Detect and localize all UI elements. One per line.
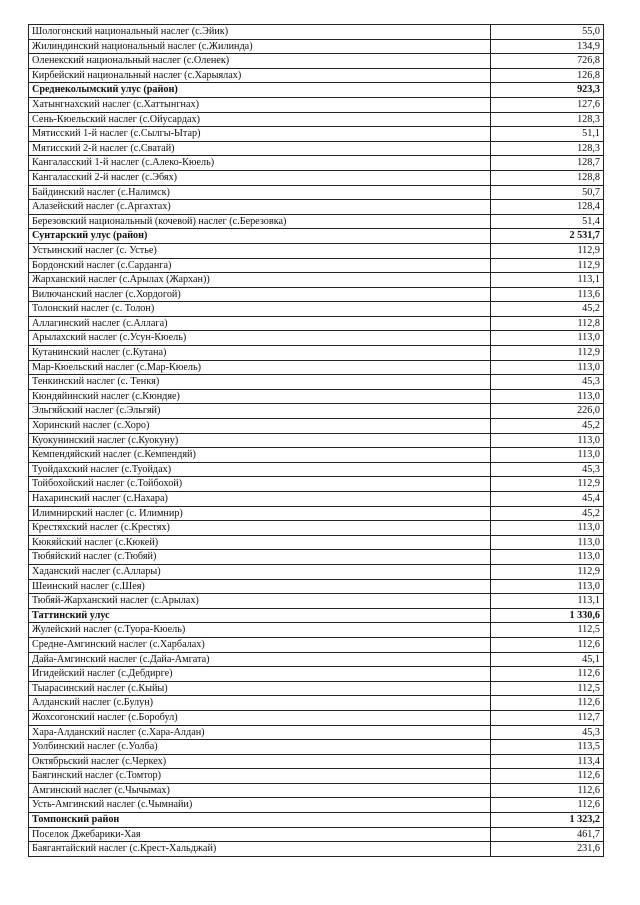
table-row [29, 360, 604, 375]
table-row [29, 827, 604, 842]
table-row [29, 594, 604, 609]
district-total-row [29, 229, 604, 244]
amount-cell: 45,1 [491, 652, 604, 667]
table-row [29, 316, 604, 331]
table-row [29, 68, 604, 83]
settlement-name-cell: Среднеколымский улус (район) [29, 83, 491, 98]
table-row [29, 214, 604, 229]
amount-cell: 112,6 [491, 667, 604, 682]
amount-cell: 113,6 [491, 287, 604, 302]
settlement-name-cell: Мар-Кюельский наслег (с.Мар-Кюель) [29, 360, 491, 375]
amount-cell: 128,8 [491, 170, 604, 185]
table-row [29, 637, 604, 652]
table-row [29, 740, 604, 755]
settlement-name-cell: Кюндяйинский наслег (с.Кюндяе) [29, 389, 491, 404]
allocation-table-page [28, 24, 602, 857]
settlement-name-cell: Кангаласский 2-й наслег (с.Эбях) [29, 170, 491, 185]
settlement-name-cell: Кирбейский национальный наслег (с.Харыялах) [29, 68, 491, 83]
allocation-table [28, 24, 604, 857]
settlement-name-cell: Поселок Джебарики-Хая [29, 827, 491, 842]
district-total-row [29, 83, 604, 98]
settlement-name-cell: Толонский наслег (с. Толон) [29, 302, 491, 317]
settlement-name-cell: Сень-Кюельский наслег (с.Ойусардах) [29, 112, 491, 127]
settlement-name-cell: Кангаласский 1-й наслег (с.Алеко-Кюель) [29, 156, 491, 171]
settlement-name-cell: Тюбяй-Жарханский наслег (с.Арылах) [29, 594, 491, 609]
amount-cell: 45,3 [491, 725, 604, 740]
amount-cell: 112,9 [491, 346, 604, 361]
table-row [29, 754, 604, 769]
amount-cell: 113,0 [491, 550, 604, 565]
district-total-row [29, 608, 604, 623]
amount-cell: 55,0 [491, 25, 604, 40]
table-row [29, 725, 604, 740]
amount-cell: 113,1 [491, 594, 604, 609]
amount-cell: 50,7 [491, 185, 604, 200]
table-row [29, 448, 604, 463]
amount-cell: 113,0 [491, 331, 604, 346]
table-row [29, 623, 604, 638]
table-row [29, 39, 604, 54]
table-row [29, 97, 604, 112]
amount-cell: 113,0 [491, 521, 604, 536]
amount-cell: 126,8 [491, 68, 604, 83]
amount-cell: 51,1 [491, 127, 604, 142]
table-row [29, 331, 604, 346]
settlement-name-cell: Кюкяйский наслег (с.Кюкей) [29, 535, 491, 550]
amount-cell: 112,9 [491, 477, 604, 492]
amount-cell: 112,5 [491, 623, 604, 638]
settlement-name-cell: Вилючанский наслег (с.Хордогой) [29, 287, 491, 302]
settlement-name-cell: Алданский наслег (с.Булун) [29, 696, 491, 711]
amount-cell: 112,6 [491, 783, 604, 798]
settlement-name-cell: Кутанинский наслег (с.Кутана) [29, 346, 491, 361]
amount-cell: 112,6 [491, 696, 604, 711]
table-row [29, 25, 604, 40]
table-row [29, 710, 604, 725]
amount-cell: 113,0 [491, 360, 604, 375]
amount-cell: 112,6 [491, 637, 604, 652]
table-row [29, 200, 604, 215]
amount-cell: 113,0 [491, 389, 604, 404]
amount-cell: 128,4 [491, 200, 604, 215]
settlement-name-cell: Баягинский наслег (с.Томтор) [29, 769, 491, 784]
settlement-name-cell: Сунтарский улус (район) [29, 229, 491, 244]
table-row [29, 477, 604, 492]
amount-cell: 127,6 [491, 97, 604, 112]
amount-cell: 45,2 [491, 506, 604, 521]
amount-cell: 112,6 [491, 798, 604, 813]
settlement-name-cell: Куокунинский наслег (с.Куокуну) [29, 433, 491, 448]
table-row [29, 433, 604, 448]
table-row [29, 652, 604, 667]
table-row [29, 375, 604, 390]
settlement-name-cell: Томпонский район [29, 813, 491, 828]
table-row [29, 681, 604, 696]
settlement-name-cell: Аллагинский наслег (с.Аллага) [29, 316, 491, 331]
settlement-name-cell: Мятисский 1-й наслег (с.Сылгы-Ытар) [29, 127, 491, 142]
settlement-name-cell: Тойбохойский наслег (с.Тойбохой) [29, 477, 491, 492]
amount-cell: 128,7 [491, 156, 604, 171]
settlement-name-cell: Оленекский национальный наслег (с.Оленек) [29, 54, 491, 69]
settlement-name-cell: Дайа-Амгинский наслег (с.Дайа-Амгата) [29, 652, 491, 667]
amount-cell: 112,7 [491, 710, 604, 725]
amount-cell: 113,0 [491, 433, 604, 448]
amount-cell: 923,3 [491, 83, 604, 98]
table-row [29, 798, 604, 813]
amount-cell: 726,8 [491, 54, 604, 69]
table-row [29, 346, 604, 361]
table-row [29, 769, 604, 784]
table-row [29, 521, 604, 536]
settlement-name-cell: Жулейский наслег (с.Туора-Кюель) [29, 623, 491, 638]
amount-cell: 1 330,6 [491, 608, 604, 623]
table-row [29, 564, 604, 579]
amount-cell: 51,4 [491, 214, 604, 229]
amount-cell: 112,6 [491, 769, 604, 784]
amount-cell: 45,4 [491, 492, 604, 507]
settlement-name-cell: Таттинский улус [29, 608, 491, 623]
amount-cell: 128,3 [491, 112, 604, 127]
amount-cell: 45,2 [491, 302, 604, 317]
table-row [29, 842, 604, 857]
amount-cell: 112,8 [491, 316, 604, 331]
amount-cell: 113,5 [491, 740, 604, 755]
amount-cell: 231,6 [491, 842, 604, 857]
table-row [29, 156, 604, 171]
table-row [29, 462, 604, 477]
district-total-row [29, 813, 604, 828]
settlement-name-cell: Эльгяйский наслег (с.Эльгяй) [29, 404, 491, 419]
settlement-name-cell: Мятисский 2-й наслег (с.Сватай) [29, 141, 491, 156]
amount-cell: 45,2 [491, 419, 604, 434]
settlement-name-cell: Средне-Амгинский наслег (с.Харбалах) [29, 637, 491, 652]
amount-cell: 45,3 [491, 462, 604, 477]
table-row [29, 185, 604, 200]
settlement-name-cell: Илимнирский наслег (с. Илимнир) [29, 506, 491, 521]
settlement-name-cell: Арылахский наслег (с.Усун-Кюель) [29, 331, 491, 346]
table-row [29, 404, 604, 419]
settlement-name-cell: Устьинский наслег (с. Устье) [29, 243, 491, 258]
table-row [29, 287, 604, 302]
settlement-name-cell: Нахаринский наслег (с.Нахара) [29, 492, 491, 507]
amount-cell: 45,3 [491, 375, 604, 390]
amount-cell: 112,5 [491, 681, 604, 696]
settlement-name-cell: Уолбинский наслег (с.Уолба) [29, 740, 491, 755]
settlement-name-cell: Хоринский наслег (с.Хоро) [29, 419, 491, 434]
amount-cell: 1 323,2 [491, 813, 604, 828]
amount-cell: 113,0 [491, 535, 604, 550]
table-row [29, 302, 604, 317]
settlement-name-cell: Жохсогонский наслег (с.Боробул) [29, 710, 491, 725]
table-row [29, 54, 604, 69]
settlement-name-cell: Тенкинский наслег (с. Тенкя) [29, 375, 491, 390]
settlement-name-cell: Крестяхский наслег (с.Крестях) [29, 521, 491, 536]
settlement-name-cell: Туойдахский наслег (с.Туойдах) [29, 462, 491, 477]
amount-cell: 113,4 [491, 754, 604, 769]
amount-cell: 226,0 [491, 404, 604, 419]
allocation-table-body [29, 25, 604, 857]
settlement-name-cell: Байдинский наслег (с.Налимск) [29, 185, 491, 200]
table-row [29, 273, 604, 288]
settlement-name-cell: Тюбяйский наслег (с.Тюбяй) [29, 550, 491, 565]
table-row [29, 141, 604, 156]
table-row [29, 389, 604, 404]
table-row [29, 170, 604, 185]
amount-cell: 461,7 [491, 827, 604, 842]
settlement-name-cell: Бордонский наслег (с.Сарданга) [29, 258, 491, 273]
settlement-name-cell: Жарханский наслег (с.Арылах (Жархан)) [29, 273, 491, 288]
table-row [29, 258, 604, 273]
amount-cell: 134,9 [491, 39, 604, 54]
table-row [29, 579, 604, 594]
settlement-name-cell: Тыарасинский наслег (с.Кыйы) [29, 681, 491, 696]
table-row [29, 783, 604, 798]
settlement-name-cell: Усть-Амгинский наслег (с.Чымнайи) [29, 798, 491, 813]
settlement-name-cell: Хаданский наслег (с.Аллары) [29, 564, 491, 579]
settlement-name-cell: Березовский национальный (кочевой) наслег (с.Березовка) [29, 214, 491, 229]
settlement-name-cell: Баягантайский наслег (с.Крест-Хальджай) [29, 842, 491, 857]
table-row [29, 550, 604, 565]
amount-cell: 113,0 [491, 448, 604, 463]
settlement-name-cell: Жилиндинский национальный наслег (с.Жилинда) [29, 39, 491, 54]
settlement-name-cell: Шеинский наслег (с.Шея) [29, 579, 491, 594]
table-row [29, 112, 604, 127]
settlement-name-cell: Октябрьский наслег (с.Черкех) [29, 754, 491, 769]
table-row [29, 127, 604, 142]
settlement-name-cell: Амгинский наслег (с.Чычымах) [29, 783, 491, 798]
table-row [29, 667, 604, 682]
table-row [29, 535, 604, 550]
settlement-name-cell: Хара-Алданский наслег (с.Хара-Алдан) [29, 725, 491, 740]
amount-cell: 112,9 [491, 564, 604, 579]
amount-cell: 2 531,7 [491, 229, 604, 244]
settlement-name-cell: Хатынгнахский наслег (с.Хаттынгнах) [29, 97, 491, 112]
table-row [29, 243, 604, 258]
amount-cell: 112,9 [491, 243, 604, 258]
table-row [29, 696, 604, 711]
settlement-name-cell: Игидейский наслег (с.Дебдирге) [29, 667, 491, 682]
settlement-name-cell: Кемпендяйский наслег (с.Кемпендяй) [29, 448, 491, 463]
table-row [29, 492, 604, 507]
settlement-name-cell: Алазейский наслег (с.Аргахтах) [29, 200, 491, 215]
amount-cell: 128,3 [491, 141, 604, 156]
settlement-name-cell: Шологонский национальный наслег (с.Эйик) [29, 25, 491, 40]
amount-cell: 113,0 [491, 579, 604, 594]
table-row [29, 506, 604, 521]
amount-cell: 112,9 [491, 258, 604, 273]
amount-cell: 113,1 [491, 273, 604, 288]
table-row [29, 419, 604, 434]
